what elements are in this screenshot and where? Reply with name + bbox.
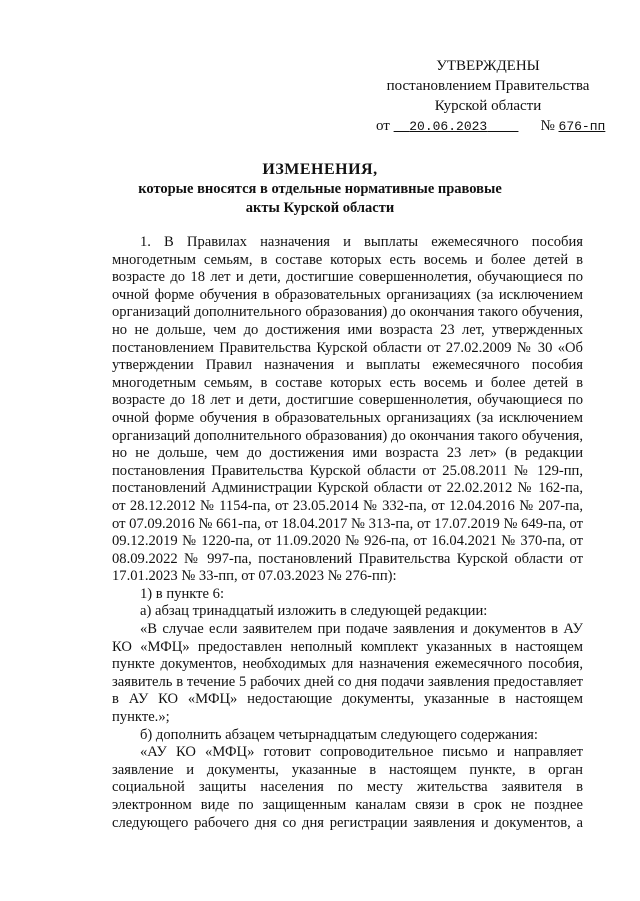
approval-number-label: № [540, 118, 555, 134]
title-subtitle-line2: акты Курской области [245, 200, 395, 216]
paragraph-subitem-b: б) дополнить абзацем четырнадцатым следующего содержания: [140, 726, 538, 743]
paragraph-subitem-a: а) абзац тринадцатый изложить в следующей редакции: [140, 603, 488, 620]
approval-number: 676-пп [558, 119, 606, 134]
title-main: ИЗМЕНЕНИЯ, [262, 161, 378, 178]
paragraph-item-1: 1. В Правилах назначения и выплаты ежемесячного пособия многодетным семьям, в составе которых есть восемь и более детей в возрасте до 18 лет и дети, достигшие совершеннолетия, обучающиеся по очной форме обучения в образовательных организациях (за исключением организаций дополнительного образования) до окончания такого обучения, но не дольше, чем до достижения ими возраста 23 лет, утвержденных постановлением Правительства Курской области от 27.02.2009 № 30 «Об утверждении Правил назначения и выплаты ежемесячного пособия многодетным семьям, в составе которых есть восемь и более детей в возрасте до 18 лет и дети, достигшие совершеннолетия, обучающиеся по очной форме обучения в образовательных организациях (за исключением организаций дополнительного образования) до окончания такого обучения, но не дольше, чем до достижения ими возраста 23 лет» (в редакции постановления Правительства Курской области от 25.08.2011 № 129-пп, постановлений Администрации Курской области от 22.02.2012 № 162-па, от 28.12.2012 № 1154-па, от 23.05.2014 № 332-па, от 12.04.2016 № 207-па, от 07.09.2016 № 661-па, от 18.04.2017 № 313-па, от 17.07.2019 № 649-па, от 09.12.2019 № 1220-па, от 11.09.2020 № 926-па, от 16.04.2021 № 370-па, от 08.09.2022 № 997-па, постановлений Правительства Курской области от 17.01.2023 № 33-пп, от 07.03.2023 № 276-пп): [112, 234, 583, 585]
title-subtitle-line1: которые вносятся в отдельные нормативные правовые [138, 181, 502, 197]
document-body [112, 234, 583, 832]
paragraph-subitem-1: 1) в пункте 6: [140, 585, 225, 602]
approval-date-row [368, 116, 608, 137]
paragraph-quote-1: «В случае если заявителем при подаче заявления и документов в АУ КО «МФЦ» предоставлен неполный комплект указанных в настоящем пункте документов, необходимых для назначения ежемесячного пособия, заявитель в течение 5 рабочих дней со дня подачи заявления предоставляет в АУ КО «МФЦ» недостающие документы, указанные в настоящем пункте.»; [112, 621, 583, 726]
document-title [0, 160, 640, 218]
approval-authority: постановлением Правительства [386, 78, 590, 94]
approval-heading: УТВЕРЖДЕНЫ [436, 58, 540, 74]
approval-stamp [368, 56, 608, 137]
approval-from-label: от [376, 118, 390, 134]
paragraph-quote-2: «АУ КО «МФЦ» готовит сопроводительное письмо и направляет заявление и документы, указанные в настоящем пункте, в орган социальной защиты населения по месту жительства заявителя в электронном виде по защищенным каналам связи в срок не позднее следующего рабочего дня со дня регистрации заявления и документов, а [112, 744, 583, 831]
approval-region: Курской области [434, 98, 542, 114]
approval-date: 20.06.2023 [409, 119, 488, 134]
